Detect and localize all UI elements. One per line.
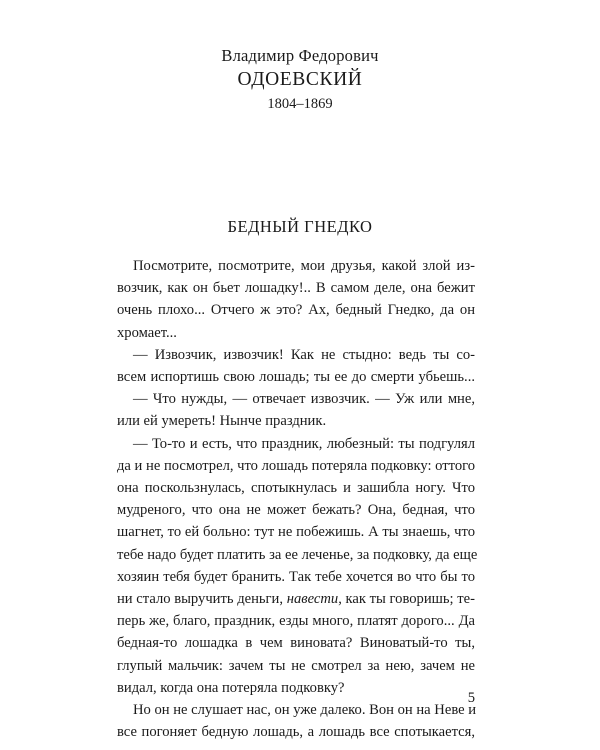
text-line bbox=[117, 566, 475, 588]
text-line bbox=[117, 610, 475, 632]
author-years: 1804–1869 bbox=[267, 96, 333, 112]
text-line bbox=[117, 455, 475, 477]
text-segment: или ей умереть! Нынче праздник. bbox=[117, 413, 327, 430]
text-segment: бедная-то лошадка в чем виновата? Виноватый-то ты, bbox=[117, 635, 475, 652]
text-line bbox=[117, 277, 475, 299]
text-line bbox=[117, 721, 475, 743]
text-segment: шагнет, то ей больно: тут не побежишь. А ты знаешь, что bbox=[117, 524, 475, 541]
italic-word: навести bbox=[286, 591, 339, 608]
text-segment: все погоняет бедную лошадь, а лошадь все спотыкается, bbox=[117, 724, 475, 741]
text-line bbox=[117, 388, 475, 410]
text-segment: хромает... bbox=[117, 324, 177, 341]
text-line bbox=[117, 655, 475, 677]
author-name: Владимир Федорович bbox=[221, 46, 379, 65]
story-title: БЕДНЫЙ ГНЕДКО bbox=[227, 217, 373, 236]
text-line bbox=[117, 588, 475, 610]
text-line bbox=[117, 477, 475, 499]
text-segment: ни стало выручить деньги, bbox=[117, 591, 287, 608]
text-line bbox=[117, 521, 475, 543]
text-line bbox=[117, 344, 475, 366]
text-segment: да и не посмотрел, что лошадь потеряла подковку: оттого bbox=[117, 457, 476, 474]
text-segment: Но он не слушает нас, он уже далеко. Вон он на Неве и bbox=[133, 702, 477, 719]
text-line bbox=[117, 544, 478, 566]
text-line bbox=[117, 699, 475, 721]
text-segment: очень плохо... Отчего ж это? Ах, бедный Гнедко, да он bbox=[117, 302, 475, 319]
text-line bbox=[117, 632, 475, 654]
text-line bbox=[117, 366, 475, 388]
text-segment: перь же, благо, праздник, езды много, платят дорого... Да bbox=[117, 613, 475, 630]
story-body bbox=[117, 255, 478, 743]
text-line bbox=[117, 255, 475, 277]
text-line bbox=[117, 410, 475, 432]
text-segment: , как ты говоришь; те- bbox=[338, 591, 475, 608]
text-line bbox=[117, 433, 475, 455]
text-segment: глупый мальчик: зачем ты не смотрел за нею, зачем не bbox=[117, 657, 475, 674]
text-line bbox=[117, 299, 475, 321]
text-segment: всем испортишь свою лошадь; ты ее до смерти убьешь... bbox=[117, 369, 475, 386]
text-segment: видал, когда она потеряла подковку? bbox=[117, 679, 345, 696]
text-segment: — Что нужды, — отвечает извозчик. — Уж или мне, bbox=[133, 391, 475, 408]
text-segment: она поскользнулась, спотыкнулась и зашибла ногу. Что bbox=[117, 480, 475, 497]
page-number: 5 bbox=[467, 690, 475, 706]
text-segment: возчик, как он бьет лошадку!.. В самом деле, она бежит bbox=[117, 280, 475, 297]
author-header bbox=[0, 46, 600, 113]
text-segment: тебе надо будет платить за ее леченье, за подковку, да еще bbox=[117, 546, 478, 563]
text-line bbox=[117, 499, 475, 521]
text-segment: хозяин тебя будет бранить. Так тебе хочется во что бы то bbox=[117, 568, 475, 585]
text-line bbox=[117, 322, 475, 344]
text-segment: мудреного, что она не может бежать? Она, бедная, что bbox=[117, 502, 475, 519]
text-segment: — Извозчик, извозчик! Как не стыдно: ведь ты со- bbox=[133, 346, 475, 363]
author-surname: ОДОЕВСКИЙ bbox=[237, 69, 363, 90]
text-segment: Посмотрите, посмотрите, мои друзья, какой злой из- bbox=[133, 258, 475, 274]
text-line bbox=[117, 677, 475, 699]
text-segment: — То-то и есть, что праздник, любезный: ты подгулял bbox=[133, 435, 475, 452]
